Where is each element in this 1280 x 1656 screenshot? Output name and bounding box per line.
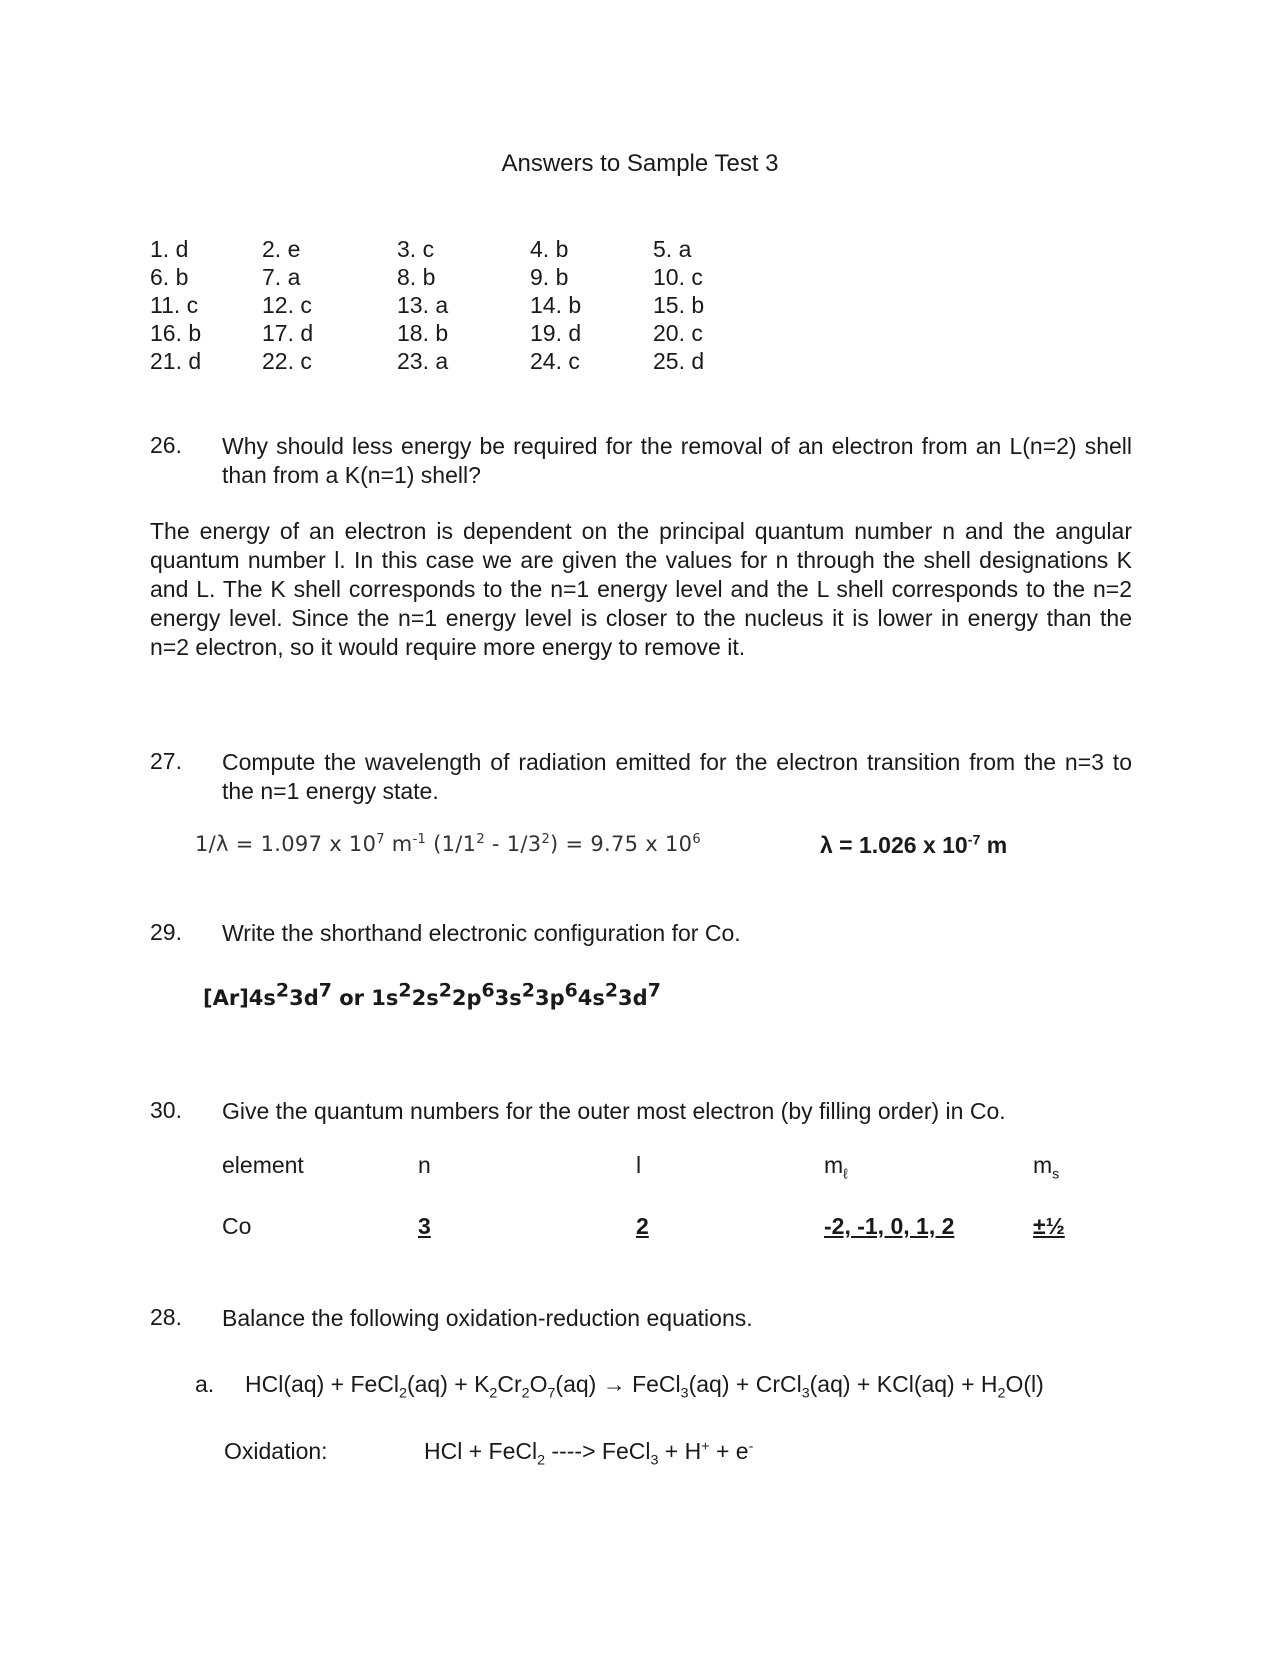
header-l: l	[636, 1152, 642, 1178]
answer-item: 15. b	[653, 292, 705, 318]
answer-item: 13. a	[397, 292, 449, 318]
answer-item: 11. c	[150, 292, 199, 318]
answer-item: 17. d	[262, 320, 314, 346]
answer-item: 2. e	[262, 236, 301, 262]
answer-item: 8. b	[397, 264, 436, 290]
oxidation-half-reaction: HCl + FeCl$_2$ ----> FeCl$_3$ + H+ + e-	[424, 1438, 754, 1469]
redox-equation: HCl(aq) + FeCl$_2$(aq) + $K_2Cr_2O_7(aq)$ → FeCl$_3$(aq) + CrCl$_3$(aq) + $KCl(aq) + H_2O(l)$	[245, 1371, 1044, 1402]
row-n: 3	[418, 1213, 431, 1239]
answer-item: 14. b	[530, 292, 582, 318]
answer-item: 10. c	[653, 264, 703, 290]
answer-item: 19. d	[530, 320, 582, 346]
row-ms: ±½	[1033, 1213, 1065, 1239]
header-n: n	[418, 1152, 431, 1178]
answer-item: 6. b	[150, 264, 189, 290]
answer-paragraph: The energy of an electron is dependent on the principal quantum number n and the angular quantum number l. In this case we are given the values for n through the shell designations K and L. The K shell corresponds to the n=1 energy level and the L shell corresponds to the n=2 energy level. Since the n=1 energy level is closer to the nucleus it is lower in energy than the n=2 electron, so it would require more energy to remove it.	[150, 518, 1132, 660]
answer-item: 25. d	[653, 348, 705, 374]
row-ml: -2, -1, 0, 1, 2	[824, 1213, 955, 1239]
question-text: Write the shorthand electronic configuration for Co.	[222, 920, 741, 946]
answer-item: 18. b	[397, 320, 449, 346]
answer-item: 1. d	[150, 236, 189, 262]
part-label: a.	[195, 1371, 215, 1397]
row-l: 2	[636, 1213, 649, 1239]
question-number: 28.	[150, 1304, 182, 1330]
question-number: 29.	[150, 919, 182, 945]
question-number: 27.	[150, 748, 182, 774]
answer-item: 16. b	[150, 320, 202, 346]
question-text: Give the quantum numbers for the outer most electron (by filling order) in Co.	[222, 1098, 1006, 1124]
question-number: 26.	[150, 432, 182, 458]
row-element: Co	[222, 1213, 252, 1239]
answer-item: 22. c	[262, 348, 312, 374]
answer-item: 24. c	[530, 348, 580, 374]
header-ms: $m_s$	[1033, 1152, 1060, 1183]
header-element: element	[222, 1152, 304, 1178]
header-ml: $m_\ell$	[824, 1152, 848, 1183]
equation: 1/λ = 1.097 x $10^7$ $m^{-1}$ $(1/1^2 - 1/3^2) = 9.75$ x $10^6$	[195, 832, 701, 856]
answer-item: 5. a	[653, 236, 692, 262]
answer-item: 23. a	[397, 348, 449, 374]
question-number: 30.	[150, 1097, 182, 1123]
question-text: Compute the wavelength of radiation emitted for the electron transition from the n=3 to the n=1 energy state.	[222, 749, 1132, 804]
answer-item: 9. b	[530, 264, 569, 290]
answer-item: 3. c	[397, 236, 435, 262]
answer-item: 4. b	[530, 236, 569, 262]
question-text: Why should less energy be required for the removal of an electron from an L(n=2) shell than from a K(n=1) shell?	[222, 433, 1132, 488]
answer-item: 21. d	[150, 348, 202, 374]
answer-item: 12. c	[262, 292, 312, 318]
question-text: Balance the following oxidation-reduction equations.	[222, 1305, 753, 1331]
answer-item: 20. c	[653, 320, 703, 346]
page-title: Answers to Sample Test 3	[501, 150, 779, 177]
electron-configuration: $[Ar]4s^23d^7$ or $1s^22s^22p^63s^23p^64s^23d^7$	[203, 979, 661, 1010]
answer-item: 7. a	[262, 264, 301, 290]
oxidation-label: Oxidation:	[224, 1438, 328, 1464]
result-value: λ = 1.026 x $10^{-7}$ m	[820, 832, 1008, 858]
